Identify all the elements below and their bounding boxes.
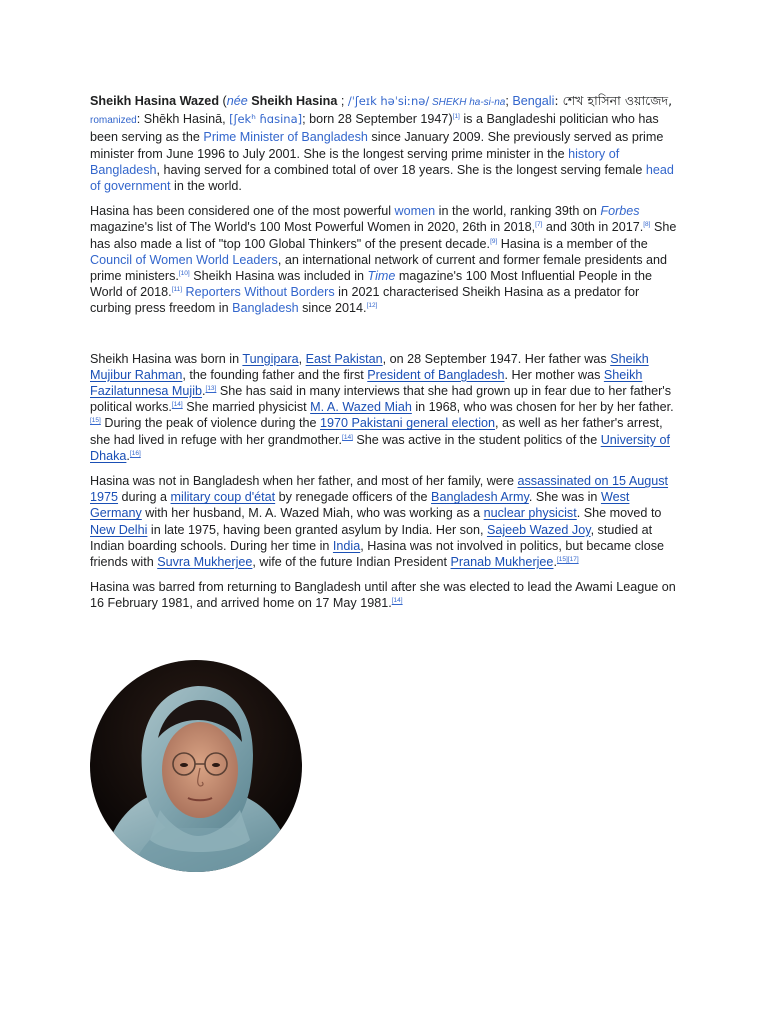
india-link[interactable]: India (332, 538, 361, 553)
mother-link[interactable]: Sheikh Fazilatunnesa Mujib (90, 367, 643, 399)
subject-name: Sheikh Hasina Wazed (90, 94, 220, 108)
head-of-government-link[interactable]: head of government (90, 162, 674, 194)
portrait-photo (90, 660, 302, 872)
prime-minister-link[interactable]: Prime Minister of Bangladesh (203, 130, 368, 145)
council-link[interactable]: Council of Women World Leaders (90, 252, 278, 267)
exile-paragraph: Hasina was not in Bangladesh when her father, and most of her family, were assassinated on 15 August 1975 during a military coup d'état by renegade officers of the Bangladesh Army. She was in West Germany with her husband, M. A. Wazed Miah, who was working as a nuclear physicist. She moved to New Delhi in late 1975, having been granted asylum by India. Her son, Sajeeb Wazed Joy, studied at Indian boarding schools. During her time in India, Hasina was not involved in politics, but became close friends with Suvra Mukherjee, wife of the future Indian President Pranab Mukherjee.[15][17] (90, 474, 669, 570)
citation-link[interactable]: [15][17] (556, 555, 579, 563)
citation-link[interactable]: [7] (535, 221, 543, 229)
suvra-link[interactable]: Suvra Mukherjee (157, 555, 253, 570)
women-link[interactable]: women (394, 204, 436, 219)
assassination-link[interactable]: assassinated on 15 August 1975 (90, 474, 669, 505)
wazed-miah-link[interactable]: M. A. Wazed Miah (310, 400, 412, 415)
citation-link[interactable]: [10] (178, 269, 190, 277)
citation-link[interactable]: [15] (90, 417, 101, 425)
pranab-link[interactable]: Pranab Mukherjee (450, 555, 554, 570)
election-link[interactable]: 1970 Pakistani general election (319, 416, 496, 431)
ipa-link[interactable]: /ˈʃeɪk həˈsiːnə/ (347, 94, 430, 108)
citation-link[interactable]: [1] (452, 113, 460, 121)
early-life-paragraph: Sheikh Hasina was born in Tungipara, East Pakistan, on 28 September 1947. Her father was Sheikh Mujibur Rahman, the founding father and the first President of Bangladesh. Her mother was Sheikh Fazilatunnesa Mujib.[13] She has said in many interviews that she had grown up in fear due to her father's political works.[14] She married physicist M. A. Wazed Miah in 1968, who was chosen for her by her father.[15] During the peak of violence during the 1970 Pakistani general election, as well as her father's arrest, she had lived in refuge with her grandmother.[14] She was active in the student politics of the University of Dhaka.[16] (90, 351, 674, 463)
bangladesh-link[interactable]: Bangladesh (232, 301, 299, 316)
new-delhi-link[interactable]: New Delhi (90, 522, 148, 537)
citation-link[interactable]: [16] (129, 449, 141, 457)
citation-link[interactable]: [13] (205, 384, 217, 392)
return-paragraph: Hasina was barred from returning to Bangladesh until after she was elected to lead the Awami League on 16 February 1981, and arrived home on 17 May 1981.[14] (90, 580, 676, 611)
bengali-language-link[interactable]: Bengali (512, 94, 555, 108)
respelling-link[interactable]: SHEKH ha-si-na (429, 97, 506, 108)
portrait-image (90, 660, 302, 872)
president-link[interactable]: President of Bangladesh (367, 367, 505, 382)
nee-link[interactable]: née (226, 94, 248, 108)
bengali-ipa-link[interactable]: [ʃekʰ ɦɑsina] (229, 112, 303, 127)
citation-link[interactable]: [8] (643, 221, 651, 229)
citation-link[interactable]: [9] (490, 237, 498, 245)
romanized-link[interactable]: romanized (90, 115, 137, 127)
dhaka-university-link[interactable]: University of Dhaka (90, 432, 670, 463)
intro-paragraph: Sheikh Hasina Wazed (née Sheikh Hasina ; /ˈʃeɪk həˈsiːnə/ SHEKH ha-si-na; Bengali: শেখ হাসিনা ওয়াজেদ, romanized: Shēkh Hasinā, [ʃekʰ ɦɑsina]; born 28 September 1947)[1] is a Bangladeshi politician who has been serving as the Prime Minister of Bangladesh since January 2009. She previously served as prime minister from June 1996 to July 2001. She is the longest serving prime minister in the history of Bangladesh, having served for a combined total of over 18 years. She is the longest serving female head of government in the world. (90, 93, 674, 194)
sajeeb-joy-link[interactable]: Sajeeb Wazed Joy (486, 522, 591, 537)
west-germany-link[interactable]: West Germany (90, 490, 630, 521)
citation-link[interactable]: [12] (366, 302, 378, 310)
citation-link[interactable]: [11] (171, 286, 183, 294)
citation-link[interactable]: [14] (171, 401, 183, 409)
tungipara-link[interactable]: Tungipara (242, 351, 299, 366)
army-link[interactable]: Bangladesh Army (431, 490, 529, 505)
reporters-link[interactable]: Reporters Without Borders (182, 285, 335, 300)
article-body (90, 93, 682, 621)
east-pakistan-link[interactable]: East Pakistan (305, 351, 383, 366)
nuclear-physicist-link[interactable]: nuclear physicist (483, 506, 577, 521)
history-link[interactable]: history of Bangladesh (90, 146, 620, 177)
rankings-paragraph: Hasina has been considered one of the most powerful women in the world, ranking 39th on Forbes magazine's list of The World's 100 Most Powerful Women in 2020, 26th in 2018,[7] and 30th in 2017.[8] She has also made a list of "top 100 Global Thinkers" of the present decade.[9] Hasina is a member of the Council of Women World Leaders, an international network of current and former female presidents and prime ministers.[10] Sheikh Hasina was included in Time magazine's 100 Most Influential People in the World of 2018.[11] Reporters Without Borders in 2021 characterised Sheikh Hasina as a predator for curbing press freedom in Bangladesh since 2014.[12] (90, 204, 677, 316)
forbes-link[interactable]: Forbes (600, 204, 640, 219)
mujibur-link[interactable]: Sheikh Mujibur Rahman (90, 351, 649, 382)
coup-link[interactable]: military coup d'état (170, 490, 276, 505)
time-link[interactable]: Time (367, 269, 396, 284)
citation-link[interactable]: [14] (391, 597, 403, 605)
citation-link[interactable]: [14] (342, 433, 353, 441)
section-gap (90, 326, 682, 351)
